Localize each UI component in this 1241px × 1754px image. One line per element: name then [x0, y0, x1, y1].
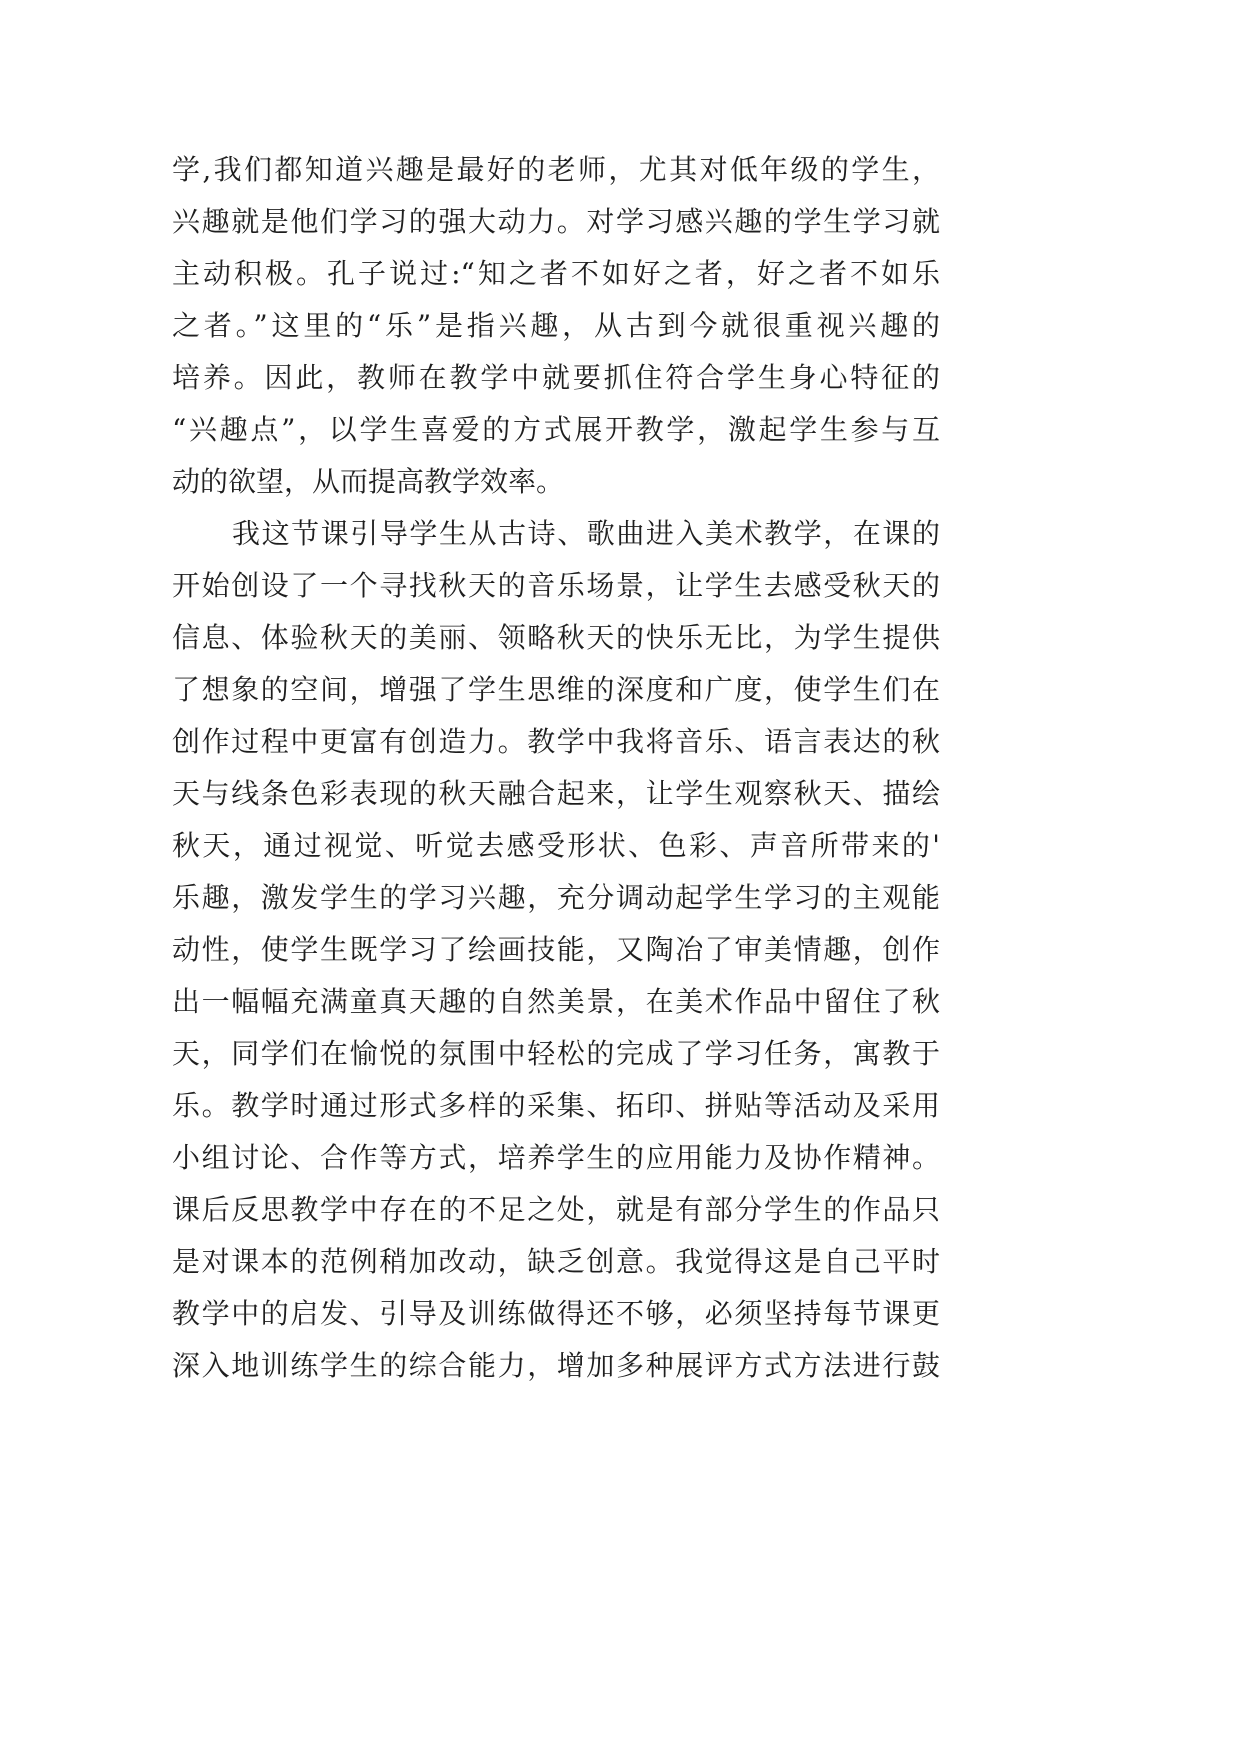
text-line: 天与线条色彩表现的秋天融合起来，让学生观察秋天、描绘 — [172, 777, 940, 810]
text-line: 了想象的空间，增强了学生思维的深度和广度，使学生们在 — [172, 673, 940, 706]
text-line: 信息、体验秋天的美丽、领略秋天的快乐无比，为学生提供 — [172, 621, 940, 654]
paragraph-2 — [172, 508, 940, 1392]
text-line: 天，同学们在愉悦的氛围中轻松的完成了学习任务，寓教于 — [172, 1037, 940, 1070]
text-line: “兴趣点”，以学生喜爱的方式展开教学，激起学生参与互 — [172, 413, 940, 446]
text-line: 是对课本的范例稍加改动，缺乏创意。我觉得这是自己平时 — [172, 1245, 940, 1278]
text-line: 小组讨论、合作等方式，培养学生的应用能力及协作精神。 — [172, 1141, 940, 1174]
paragraph-1 — [172, 144, 940, 508]
body-text — [172, 144, 940, 1392]
text-line: 秋天，通过视觉、听觉去感受形状、色彩、声音所带来的' — [172, 829, 940, 862]
text-line: 教学中的启发、引导及训练做得还不够，必须坚持每节课更 — [172, 1297, 940, 1330]
text-line: 主动积极。孔子说过:“知之者不如好之者，好之者不如乐 — [172, 257, 940, 290]
text-line: 之者。”这里的“乐”是指兴趣，从古到今就很重视兴趣的 — [172, 309, 940, 342]
text-line: 培养。因此，教师在教学中就要抓住符合学生身心特征的 — [172, 361, 940, 394]
text-line: 深入地训练学生的综合能力，增加多种展评方式方法进行鼓 — [172, 1349, 940, 1382]
text-line: 开始创设了一个寻找秋天的音乐场景，让学生去感受秋天的 — [172, 569, 940, 602]
text-line: 乐趣，激发学生的学习兴趣，充分调动起学生学习的主观能 — [172, 881, 940, 914]
text-line: 动性，使学生既学习了绘画技能，又陶冶了审美情趣，创作 — [172, 933, 940, 966]
text-line: 乐。教学时通过形式多样的采集、拓印、拼贴等活动及采用 — [172, 1089, 940, 1122]
text-line: 学,我们都知道兴趣是最好的老师，尤其对低年级的学生， — [172, 153, 940, 186]
text-line: 我这节课引导学生从古诗、歌曲进入美术教学，在课的 — [232, 517, 940, 550]
text-line: 出一幅幅充满童真天趣的自然美景，在美术作品中留住了秋 — [172, 985, 940, 1018]
text-line: 动的欲望，从而提高教学效率。 — [172, 465, 565, 498]
text-line: 创作过程中更富有创造力。教学中我将音乐、语言表达的秋 — [172, 725, 940, 758]
text-line: 课后反思教学中存在的不足之处，就是有部分学生的作品只 — [172, 1193, 940, 1226]
text-line: 兴趣就是他们学习的强大动力。对学习感兴趣的学生学习就 — [172, 205, 940, 238]
